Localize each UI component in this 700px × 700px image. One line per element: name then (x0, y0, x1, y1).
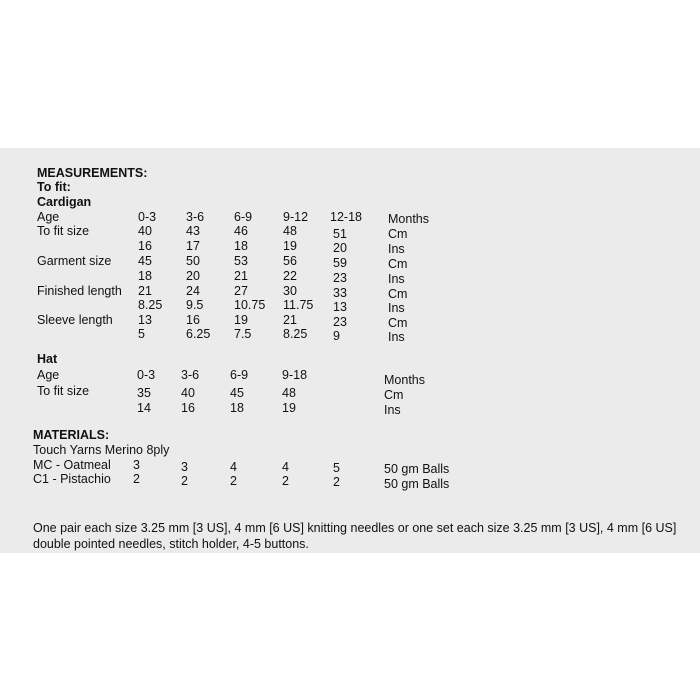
cell: 3 (181, 460, 188, 474)
cell: 14 (137, 401, 151, 415)
cell: 3-6 (186, 210, 205, 224)
unit: 50 gm Balls (384, 477, 450, 491)
cell: 2 (282, 474, 289, 488)
cell: 9.5 (186, 298, 204, 312)
row-label: Age (37, 368, 60, 382)
cell: 6.25 (186, 327, 211, 341)
cell: 20 (333, 241, 347, 255)
cell: 2 (333, 475, 340, 489)
cell: 40 (181, 386, 195, 400)
to-fit-heading: To fit: (37, 180, 71, 194)
cell: 48 (282, 386, 296, 400)
cell: 35 (137, 386, 151, 400)
cell: 23 (333, 271, 347, 285)
row-label: Garment size (37, 254, 112, 268)
cell: 19 (283, 239, 297, 253)
cell: 33 (333, 286, 347, 300)
needles-line-2: double pointed needles, stitch holder, 4-5 buttons. (33, 537, 309, 551)
row-label: To fit size (37, 224, 90, 238)
unit: Months (384, 373, 425, 387)
cell: 59 (333, 256, 347, 270)
cell: 45 (230, 386, 244, 400)
unit: Ins (388, 242, 405, 256)
cell: 9-18 (282, 368, 308, 382)
cell: 20 (186, 269, 200, 283)
cell: 56 (283, 254, 297, 268)
cell: 50 (186, 254, 200, 268)
cell: 46 (234, 224, 248, 238)
pattern-card (0, 148, 700, 553)
cell: 18 (234, 239, 248, 253)
row-label: Finished length (37, 284, 122, 298)
unit: Ins (388, 272, 405, 286)
cell: 19 (282, 401, 296, 415)
row-label: Age (37, 210, 60, 224)
measurements-heading: MEASUREMENTS: (37, 166, 148, 180)
cell: 8.25 (138, 298, 163, 312)
unit: Ins (388, 301, 405, 315)
cell: 2 (133, 472, 140, 486)
cell: 16 (186, 313, 200, 327)
cell: 51 (333, 227, 347, 241)
cell: 13 (333, 300, 347, 314)
cell: 9 (333, 329, 340, 343)
cell: 0-3 (137, 368, 156, 382)
needles-line-1: One pair each size 3.25 mm [3 US], 4 mm [6 US] knitting needles or one set each size 3.25 mm [3 US], 4 mm [6 US] (33, 521, 677, 535)
cell: 19 (234, 313, 248, 327)
unit: Ins (384, 403, 401, 417)
cell: 22 (283, 269, 297, 283)
row-label: Sleeve length (37, 313, 113, 327)
cardigan-heading: Cardigan (37, 195, 92, 209)
row-label: C1 - Pistachio (33, 472, 111, 486)
cell: 40 (138, 224, 152, 238)
cell: 3 (133, 458, 140, 472)
cell: 21 (138, 284, 152, 298)
hat-heading: Hat (37, 352, 58, 366)
cell: 2 (230, 474, 237, 488)
unit: Cm (388, 257, 408, 271)
unit: Cm (388, 227, 408, 241)
cell: 48 (283, 224, 297, 238)
cell: 12-18 (330, 210, 362, 224)
cell: 5 (138, 327, 145, 341)
row-label: MC - Oatmeal (33, 458, 111, 472)
materials-heading: MATERIALS: (33, 428, 110, 442)
cell: 8.25 (283, 327, 308, 341)
cell: 4 (230, 460, 237, 474)
cell: 21 (234, 269, 248, 283)
unit: Months (388, 212, 429, 226)
cell: 17 (186, 239, 200, 253)
unit: Cm (384, 388, 404, 402)
cell: 6-9 (234, 210, 253, 224)
row-label: To fit size (37, 384, 90, 398)
cell: 16 (138, 239, 152, 253)
cell: 16 (181, 401, 195, 415)
cell: 23 (333, 315, 347, 329)
cell: 45 (138, 254, 152, 268)
unit: Cm (388, 316, 408, 330)
cell: 18 (230, 401, 244, 415)
unit: Ins (388, 330, 405, 344)
cell: 21 (283, 313, 297, 327)
cell: 6-9 (230, 368, 249, 382)
cell: 30 (283, 284, 297, 298)
cell: 7.5 (234, 327, 252, 341)
cell: 24 (186, 284, 200, 298)
cell: 27 (234, 284, 248, 298)
needles-paragraph (33, 520, 683, 552)
unit: 50 gm Balls (384, 462, 450, 476)
yarn-name: Touch Yarns Merino 8ply (33, 443, 170, 457)
cell: 3-6 (181, 368, 200, 382)
cell: 10.75 (234, 298, 266, 312)
cell: 43 (186, 224, 200, 238)
cell: 0-3 (138, 210, 157, 224)
cell: 2 (181, 474, 188, 488)
cell: 11.75 (283, 298, 314, 312)
cell: 53 (234, 254, 248, 268)
cell: 18 (138, 269, 152, 283)
cell: 9-12 (283, 210, 309, 224)
cell: 4 (282, 460, 289, 474)
unit: Cm (388, 287, 408, 301)
cell: 5 (333, 461, 340, 475)
cell: 13 (138, 313, 152, 327)
